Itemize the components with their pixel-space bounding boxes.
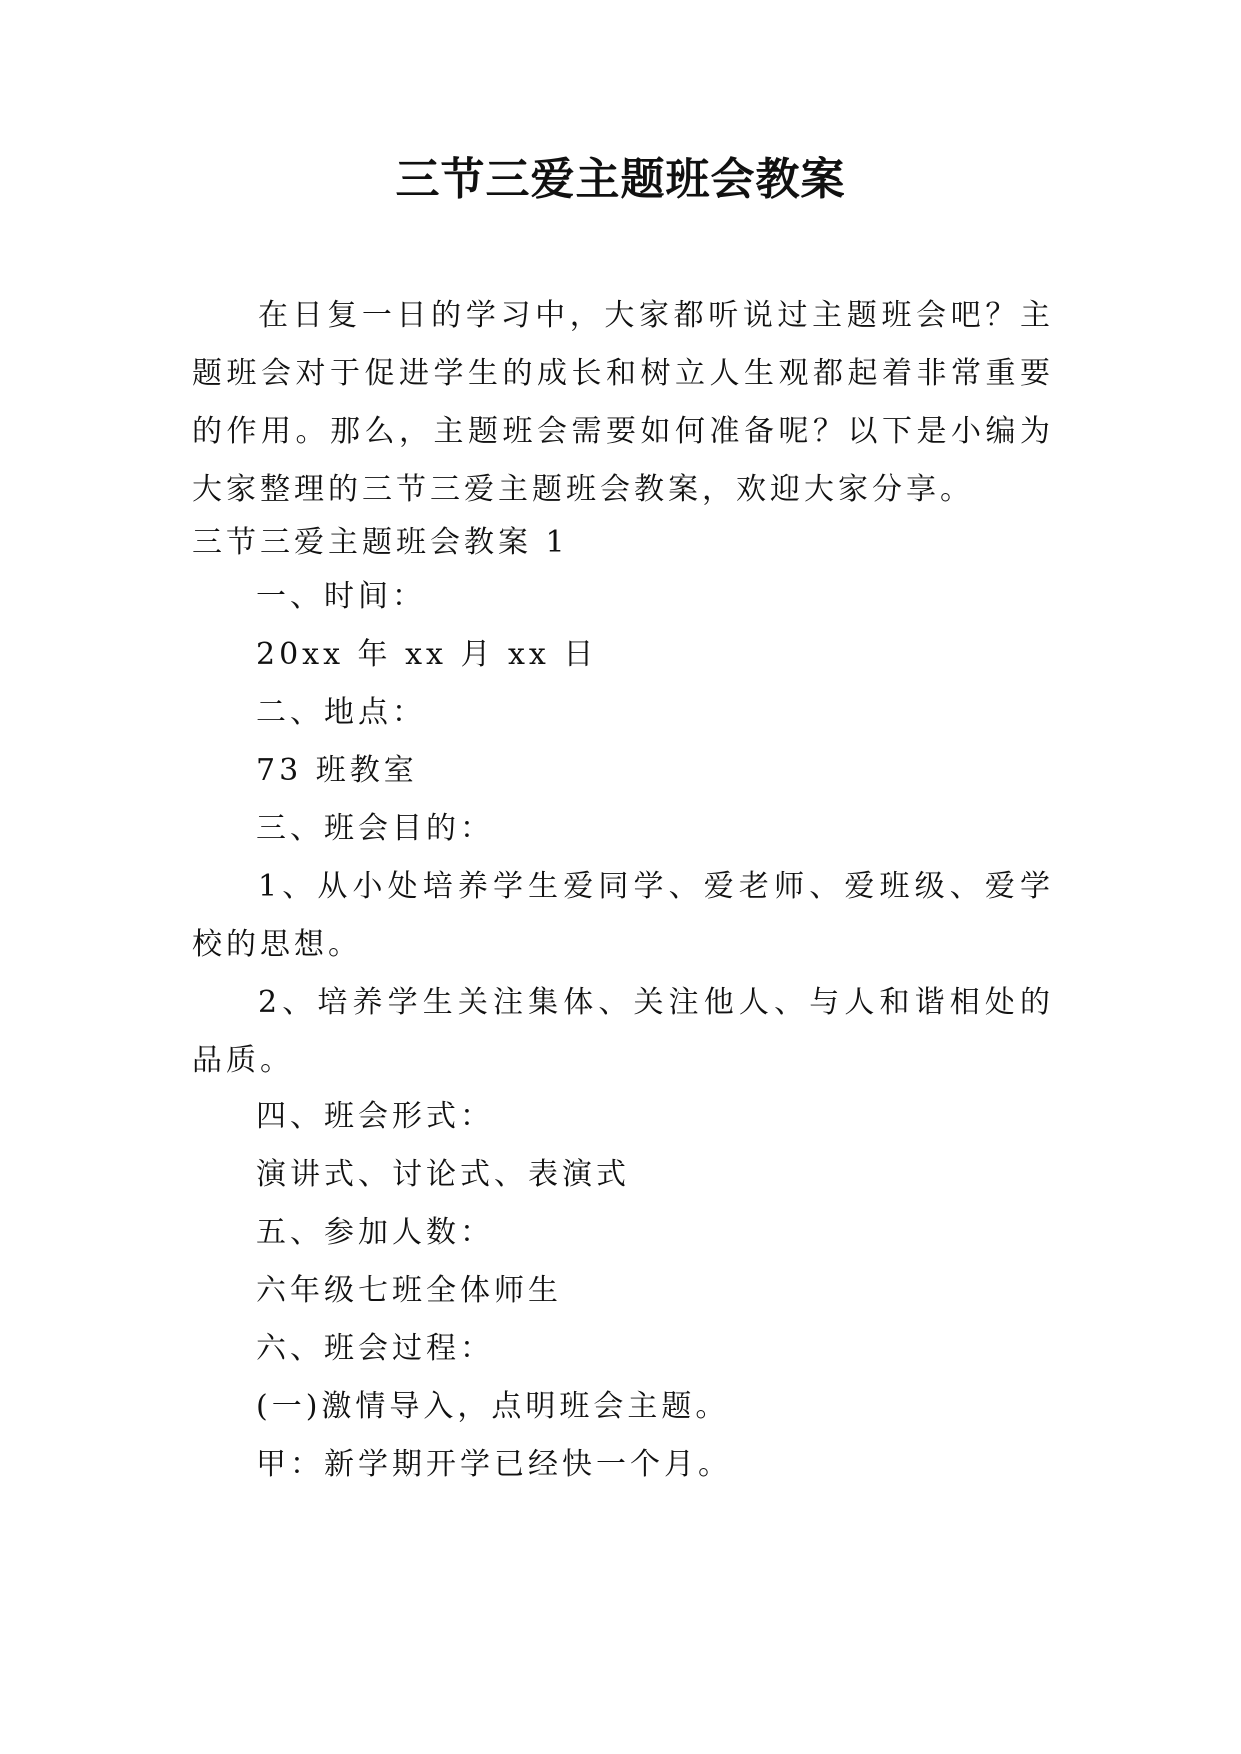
form-label: 四、班会形式： [256, 1099, 494, 1134]
place-label: 二、地点： [256, 695, 426, 730]
place-value: 73 班教室 [256, 753, 418, 788]
process-label: 六、班会过程： [256, 1331, 494, 1366]
section-heading: 三节三爱主题班会教案 1 [192, 525, 569, 560]
participants-label: 五、参加人数： [256, 1215, 494, 1250]
purpose-label: 三、班会目的： [256, 811, 494, 846]
participants-value: 六年级七班全体师生 [256, 1273, 562, 1308]
purpose-item-2: 2、培养学生关注集体、关注他人、与人和谐相处的品质。 [192, 985, 1054, 1078]
intro-paragraph: 在日复一日的学习中，大家都听说过主题班会吧？主题班会对于促进学生的成长和树立人生观都起着非常重要的作用。那么，主题班会需要如何准备呢？以下是小编为大家整理的三节三爱主题班会教案，欢迎大家分享。 [192, 298, 1054, 507]
form-value: 演讲式、讨论式、表演式 [256, 1157, 630, 1192]
document-title: 三节三爱主题班会教案 [395, 154, 846, 205]
time-value: 20xx 年 xx 月 xx 日 [256, 637, 598, 672]
purpose-item-1: 1、从小处培养学生爱同学、爱老师、爱班级、爱学校的思想。 [192, 869, 1054, 962]
process-step-1: (一)激情导入，点明班会主题。 [256, 1389, 730, 1424]
dialogue-line-1: 甲：新学期开学已经快一个月。 [256, 1447, 732, 1482]
time-label: 一、时间： [256, 579, 426, 614]
